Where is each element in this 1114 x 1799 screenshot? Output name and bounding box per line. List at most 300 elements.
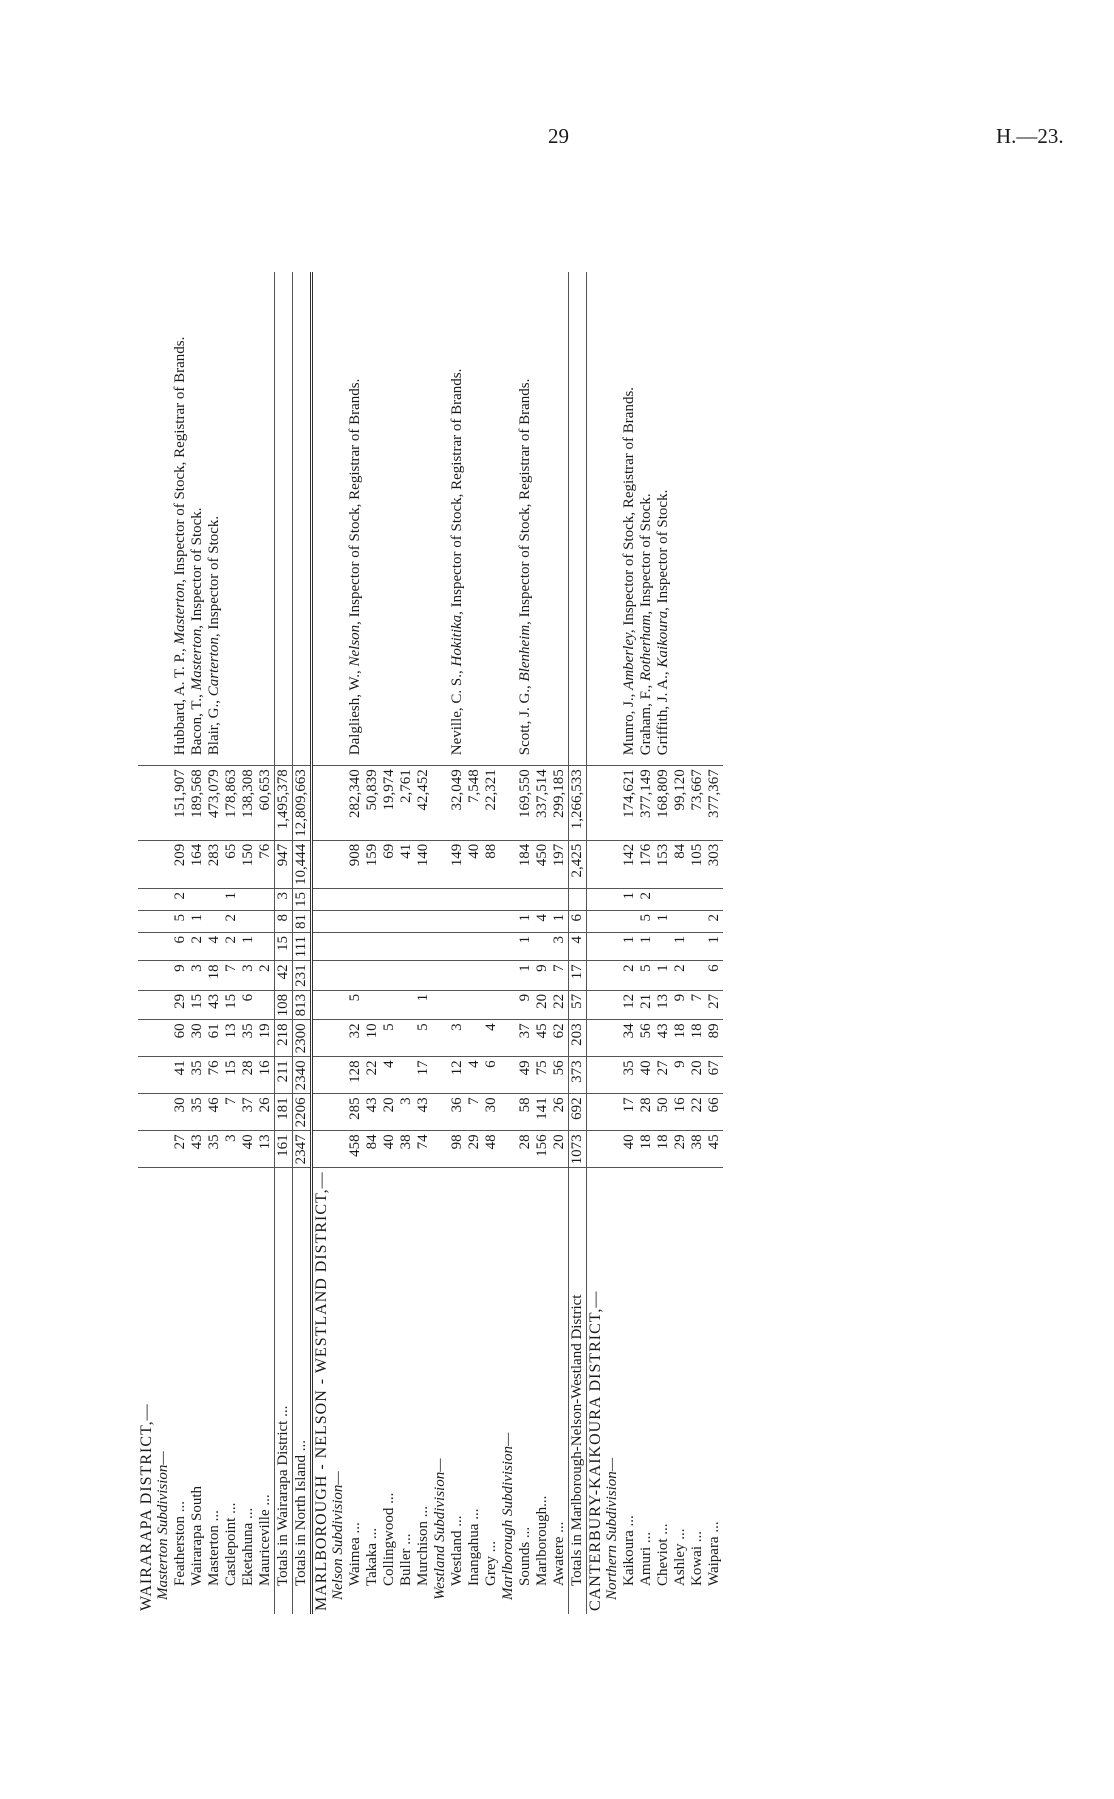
value-cell: 41: [398, 840, 415, 888]
value-cell: 7: [223, 961, 240, 991]
value-cell: 40: [466, 840, 483, 888]
empty-cell: [330, 961, 347, 991]
inspector-cell: [569, 272, 587, 766]
value-cell: 20: [551, 1131, 569, 1168]
empty-cell: [312, 1020, 331, 1057]
empty-cell: [432, 888, 449, 910]
value-cell: 209: [172, 840, 189, 888]
value-cell: 128: [347, 1057, 364, 1094]
value-cell: 15: [223, 990, 240, 1020]
inspector-cell: [587, 272, 605, 766]
value-cell: 67: [706, 1057, 723, 1094]
value-cell: 27: [655, 1057, 672, 1094]
heading-row: [587, 272, 605, 1614]
empty-cell: [330, 1020, 347, 1057]
value-cell: 1,495,378: [275, 766, 293, 841]
value-cell: 1: [223, 888, 240, 910]
value-cell: 908: [347, 840, 364, 888]
empty-cell: [138, 888, 155, 910]
value-cell: [347, 932, 364, 960]
value-cell: 76: [206, 1057, 223, 1094]
inspector-place: Amberley,: [621, 629, 637, 690]
value-cell: 13: [655, 990, 672, 1020]
value-cell: 15: [223, 1057, 240, 1094]
value-cell: 2: [638, 888, 655, 910]
value-cell: 76: [257, 840, 275, 888]
value-cell: 56: [638, 1020, 655, 1057]
value-cell: 140: [415, 840, 432, 888]
table-row: [621, 272, 638, 1614]
value-cell: 73,667: [689, 766, 706, 841]
empty-cell: [500, 910, 517, 932]
value-cell: 12,809,663: [293, 766, 312, 841]
subdivision-heading: Nelson Subdivision—: [330, 1471, 346, 1600]
empty-cell: [330, 1131, 347, 1168]
inspector-cell: [138, 272, 155, 766]
row-label: Amuri ...: [638, 1531, 654, 1586]
row-label: Castlepoint ...: [223, 1502, 239, 1586]
value-cell: 40: [621, 1131, 638, 1168]
row-label: Murchison ...: [415, 1506, 431, 1586]
value-cell: 17: [621, 1094, 638, 1131]
value-cell: 16: [257, 1057, 275, 1094]
empty-cell: [500, 1020, 517, 1057]
value-cell: [466, 1020, 483, 1057]
empty-cell: [138, 766, 155, 841]
inspector-cell: [604, 272, 621, 766]
empty-cell: [138, 961, 155, 991]
empty-cell: [432, 1094, 449, 1131]
value-cell: 22: [689, 1094, 706, 1131]
table-row: [449, 272, 466, 1614]
inspector-cell: [517, 272, 569, 766]
row-label: Waimea ...: [347, 1522, 363, 1586]
empty-cell: [138, 932, 155, 960]
row-label: Cheviot ...: [655, 1523, 671, 1586]
value-cell: 7: [223, 1094, 240, 1131]
district-total-row: [569, 272, 587, 1614]
value-cell: 1: [189, 910, 206, 932]
value-cell: 9: [672, 990, 689, 1020]
value-cell: 1: [517, 932, 534, 960]
inspector-entry: Munro, J., Amberley, Inspector of Stock, Registrar of Brands.: [621, 386, 637, 756]
value-cell: [398, 910, 415, 932]
inspector-entry: Bacon, T., Masterton, Inspector of Stock.: [189, 507, 205, 756]
value-cell: [347, 910, 364, 932]
value-cell: 19,974: [381, 766, 398, 841]
value-cell: 42: [275, 961, 293, 991]
value-cell: [415, 888, 432, 910]
empty-cell: [604, 888, 621, 910]
value-cell: 176: [638, 840, 655, 888]
subdivision-heading: Masterton Subdivision—: [155, 1451, 171, 1600]
value-cell: 692: [569, 1094, 587, 1131]
value-cell: 40: [240, 1131, 257, 1168]
brands-table: [138, 272, 723, 1614]
value-cell: 43: [189, 1131, 206, 1168]
value-cell: 458: [347, 1131, 364, 1168]
value-cell: 20: [381, 1094, 398, 1131]
empty-cell: [587, 840, 605, 888]
empty-cell: [500, 990, 517, 1020]
value-cell: 22: [364, 1057, 381, 1094]
inspector-place: Carterton,: [206, 633, 222, 697]
row-label: Awatere ...: [551, 1521, 567, 1586]
value-cell: 18: [655, 1131, 672, 1168]
value-cell: 32,049: [449, 766, 466, 841]
empty-cell: [138, 840, 155, 888]
island-total-row: [293, 272, 312, 1614]
value-cell: 1: [672, 932, 689, 960]
value-cell: 1073: [569, 1131, 587, 1168]
empty-cell: [330, 888, 347, 910]
value-cell: 5: [381, 1020, 398, 1057]
row-label: Inangahua ...: [466, 1508, 482, 1586]
value-cell: 168,809: [655, 766, 672, 841]
value-cell: 6: [569, 910, 587, 932]
inspector-entry: Blair, G., Carterton, Inspector of Stock.: [206, 515, 222, 756]
value-cell: [483, 932, 500, 960]
empty-cell: [500, 1131, 517, 1168]
value-cell: 4: [534, 910, 551, 932]
value-cell: 2: [621, 961, 638, 991]
value-cell: 181: [275, 1094, 293, 1131]
empty-cell: [604, 1131, 621, 1168]
empty-cell: [432, 1020, 449, 1057]
empty-cell: [138, 1094, 155, 1131]
value-cell: 15: [189, 990, 206, 1020]
district-heading: MARLBOROUGH - NELSON - WESTLAND DISTRICT,—: [313, 1171, 330, 1611]
heading-row: [155, 272, 172, 1614]
empty-cell: [312, 1094, 331, 1131]
value-cell: [517, 888, 534, 910]
value-cell: 9: [172, 961, 189, 991]
value-cell: 4: [206, 932, 223, 960]
value-cell: 1: [551, 910, 569, 932]
value-cell: 450: [534, 840, 551, 888]
value-cell: 17: [569, 961, 587, 991]
value-cell: 32: [347, 1020, 364, 1057]
empty-cell: [432, 961, 449, 991]
empty-cell: [587, 888, 605, 910]
value-cell: [449, 888, 466, 910]
value-cell: 3: [223, 1131, 240, 1168]
value-cell: [257, 910, 275, 932]
row-label: Waipara ...: [706, 1521, 722, 1586]
empty-cell: [432, 910, 449, 932]
value-cell: [466, 910, 483, 932]
empty-cell: [138, 990, 155, 1020]
empty-cell: [138, 910, 155, 932]
value-cell: 189,568: [189, 766, 206, 841]
empty-cell: [155, 840, 172, 888]
value-cell: 18: [689, 1020, 706, 1057]
row-label: Westland ...: [449, 1515, 465, 1586]
value-cell: [240, 888, 257, 910]
empty-cell: [330, 1094, 347, 1131]
rotated-table-wrapper: [138, 114, 958, 1614]
empty-cell: [500, 932, 517, 960]
value-cell: 174,621: [621, 766, 638, 841]
value-cell: 7: [466, 1094, 483, 1131]
value-cell: 18: [638, 1131, 655, 1168]
value-cell: 373: [569, 1057, 587, 1094]
empty-cell: [155, 932, 172, 960]
empty-cell: [432, 932, 449, 960]
value-cell: 1: [655, 961, 672, 991]
empty-cell: [330, 1057, 347, 1094]
value-cell: 1: [517, 910, 534, 932]
value-cell: 60: [172, 1020, 189, 1057]
value-cell: 43: [415, 1094, 432, 1131]
value-cell: 30: [189, 1020, 206, 1057]
district-heading: WAIRARAPA DISTRICT,—: [138, 1403, 155, 1611]
empty-cell: [587, 961, 605, 991]
value-cell: [347, 961, 364, 991]
value-cell: [466, 990, 483, 1020]
value-cell: 56: [551, 1057, 569, 1094]
empty-cell: [155, 961, 172, 991]
value-cell: [466, 932, 483, 960]
value-cell: 62: [551, 1020, 569, 1057]
value-cell: [551, 888, 569, 910]
value-cell: [449, 932, 466, 960]
value-cell: [381, 910, 398, 932]
value-cell: 45: [534, 1020, 551, 1057]
empty-cell: [138, 1057, 155, 1094]
empty-cell: [587, 1020, 605, 1057]
value-cell: 2: [223, 910, 240, 932]
value-cell: [398, 990, 415, 1020]
value-cell: 12: [449, 1057, 466, 1094]
value-cell: 159: [364, 840, 381, 888]
table-row: [517, 272, 534, 1614]
value-cell: 5: [347, 990, 364, 1020]
empty-cell: [138, 1131, 155, 1168]
value-cell: 1: [638, 932, 655, 960]
value-cell: [347, 888, 364, 910]
value-cell: [415, 932, 432, 960]
inspector-cell: [500, 272, 517, 766]
value-cell: 30: [172, 1094, 189, 1131]
value-cell: 211: [275, 1057, 293, 1094]
value-cell: [483, 910, 500, 932]
value-cell: 299,185: [551, 766, 569, 841]
value-cell: 1: [517, 961, 534, 991]
subdivision-heading: Marlborough Subdivision—: [500, 1432, 516, 1600]
value-cell: 150: [240, 840, 257, 888]
inspector-place: Hokitika,: [449, 611, 465, 667]
empty-cell: [155, 910, 172, 932]
heading-row: [432, 272, 449, 1614]
value-cell: 108: [275, 990, 293, 1020]
value-cell: 1: [621, 888, 638, 910]
row-label: Marlborough...: [534, 1495, 550, 1586]
inspector-cell: [293, 272, 312, 766]
value-cell: 473,079: [206, 766, 223, 841]
value-cell: 2: [672, 961, 689, 991]
value-cell: [364, 990, 381, 1020]
value-cell: 38: [398, 1131, 415, 1168]
empty-cell: [155, 766, 172, 841]
value-cell: 2206: [293, 1094, 312, 1131]
value-cell: [240, 910, 257, 932]
value-cell: [257, 990, 275, 1020]
value-cell: [466, 961, 483, 991]
value-cell: 41: [172, 1057, 189, 1094]
empty-cell: [604, 932, 621, 960]
value-cell: 99,120: [672, 766, 689, 841]
row-label: Totals in Marlborough-Nelson-Westland District: [569, 1168, 587, 1614]
value-cell: 35: [189, 1094, 206, 1131]
value-cell: [706, 888, 723, 910]
empty-cell: [138, 1020, 155, 1057]
empty-cell: [587, 1057, 605, 1094]
value-cell: 2340: [293, 1057, 312, 1094]
inspector-cell: [275, 272, 293, 766]
heading-row: [138, 272, 155, 1614]
inspector-cell: [330, 272, 347, 766]
inspector-cell: [347, 272, 432, 766]
row-label: Wairarapa South: [189, 1485, 205, 1586]
value-cell: 6: [172, 932, 189, 960]
inspector-cell: [621, 272, 723, 766]
empty-cell: [330, 932, 347, 960]
value-cell: 285: [347, 1094, 364, 1131]
value-cell: 37: [240, 1094, 257, 1131]
empty-cell: [587, 1131, 605, 1168]
value-cell: 2: [189, 932, 206, 960]
value-cell: [257, 888, 275, 910]
value-cell: 1: [706, 932, 723, 960]
row-label: Takaka ...: [364, 1527, 380, 1586]
empty-cell: [604, 766, 621, 841]
district-heading: CANTERBURY-KAIKOURA DISTRICT,—: [587, 1290, 604, 1611]
value-cell: 2,761: [398, 766, 415, 841]
inspector-entry: Graham, F., Rotherham, Inspector of Stock.: [638, 493, 654, 756]
value-cell: 61: [206, 1020, 223, 1057]
value-cell: 3: [189, 961, 206, 991]
value-cell: [689, 961, 706, 991]
inspector-place: Rotherham,: [638, 610, 654, 682]
empty-cell: [312, 1057, 331, 1094]
value-cell: [415, 910, 432, 932]
value-cell: 21: [638, 990, 655, 1020]
value-cell: 7: [689, 990, 706, 1020]
inspector-cell: [449, 272, 500, 766]
value-cell: 947: [275, 840, 293, 888]
value-cell: 12: [621, 990, 638, 1020]
empty-cell: [500, 961, 517, 991]
empty-cell: [312, 888, 331, 910]
row-label: Mauriceville ...: [257, 1494, 273, 1586]
value-cell: 43: [206, 990, 223, 1020]
value-cell: 7: [551, 961, 569, 991]
value-cell: 9: [534, 961, 551, 991]
value-cell: 1: [240, 932, 257, 960]
value-cell: 43: [364, 1094, 381, 1131]
value-cell: 197: [551, 840, 569, 888]
inspector-place: Kaikoura,: [655, 607, 671, 668]
value-cell: 26: [551, 1094, 569, 1131]
value-cell: 1: [415, 990, 432, 1020]
value-cell: 35: [240, 1020, 257, 1057]
row-label: Kaikoura ...: [621, 1515, 637, 1586]
value-cell: 142: [621, 840, 638, 888]
value-cell: 35: [206, 1131, 223, 1168]
empty-cell: [155, 1131, 172, 1168]
value-cell: 37: [517, 1020, 534, 1057]
empty-cell: [155, 990, 172, 1020]
empty-cell: [155, 1020, 172, 1057]
empty-cell: [312, 1131, 331, 1168]
inspector-entry: Griffith, J. A., Kaikoura, Inspector of Stock.: [655, 489, 671, 756]
value-cell: 22,321: [483, 766, 500, 841]
value-cell: [206, 888, 223, 910]
value-cell: 50,839: [364, 766, 381, 841]
empty-cell: [312, 766, 331, 841]
value-cell: [534, 888, 551, 910]
inspector-cell: [172, 272, 275, 766]
empty-cell: [312, 840, 331, 888]
value-cell: 178,863: [223, 766, 240, 841]
empty-cell: [604, 1094, 621, 1131]
value-cell: 34: [621, 1020, 638, 1057]
value-cell: [483, 990, 500, 1020]
value-cell: 7,548: [466, 766, 483, 841]
value-cell: [672, 910, 689, 932]
heading-row: [330, 272, 347, 1614]
value-cell: 69: [381, 840, 398, 888]
value-cell: 3: [551, 932, 569, 960]
empty-cell: [155, 1057, 172, 1094]
value-cell: 30: [483, 1094, 500, 1131]
value-cell: [364, 961, 381, 991]
value-cell: 6: [706, 961, 723, 991]
empty-cell: [312, 990, 331, 1020]
value-cell: 26: [257, 1094, 275, 1131]
row-label: Grey ...: [483, 1541, 499, 1586]
empty-cell: [604, 961, 621, 991]
value-cell: 813: [293, 990, 312, 1020]
empty-cell: [587, 766, 605, 841]
row-label: Ashley ...: [672, 1528, 688, 1586]
value-cell: 15: [293, 888, 312, 910]
value-cell: [655, 932, 672, 960]
value-cell: 1: [621, 932, 638, 960]
value-cell: 29: [172, 990, 189, 1020]
value-cell: [534, 932, 551, 960]
value-cell: [483, 961, 500, 991]
value-cell: 3: [449, 1020, 466, 1057]
inspector-entry: Hubbard, A. T. P., Masterton, Inspector of Stock, Registrar of Brands.: [172, 336, 188, 756]
value-cell: 153: [655, 840, 672, 888]
value-cell: [364, 910, 381, 932]
table-row: [172, 272, 189, 1614]
value-cell: 20: [689, 1057, 706, 1094]
empty-cell: [500, 840, 517, 888]
value-cell: 10,444: [293, 840, 312, 888]
value-cell: [689, 932, 706, 960]
value-cell: 169,550: [517, 766, 534, 841]
empty-cell: [432, 766, 449, 841]
value-cell: 35: [189, 1057, 206, 1094]
empty-cell: [604, 840, 621, 888]
inspector-entry: Neville, C. S., Hokitika, Inspector of Stock, Registrar of Brands.: [449, 368, 465, 756]
heading-row: [312, 272, 331, 1614]
value-cell: 3: [398, 1094, 415, 1131]
value-cell: 8: [275, 910, 293, 932]
